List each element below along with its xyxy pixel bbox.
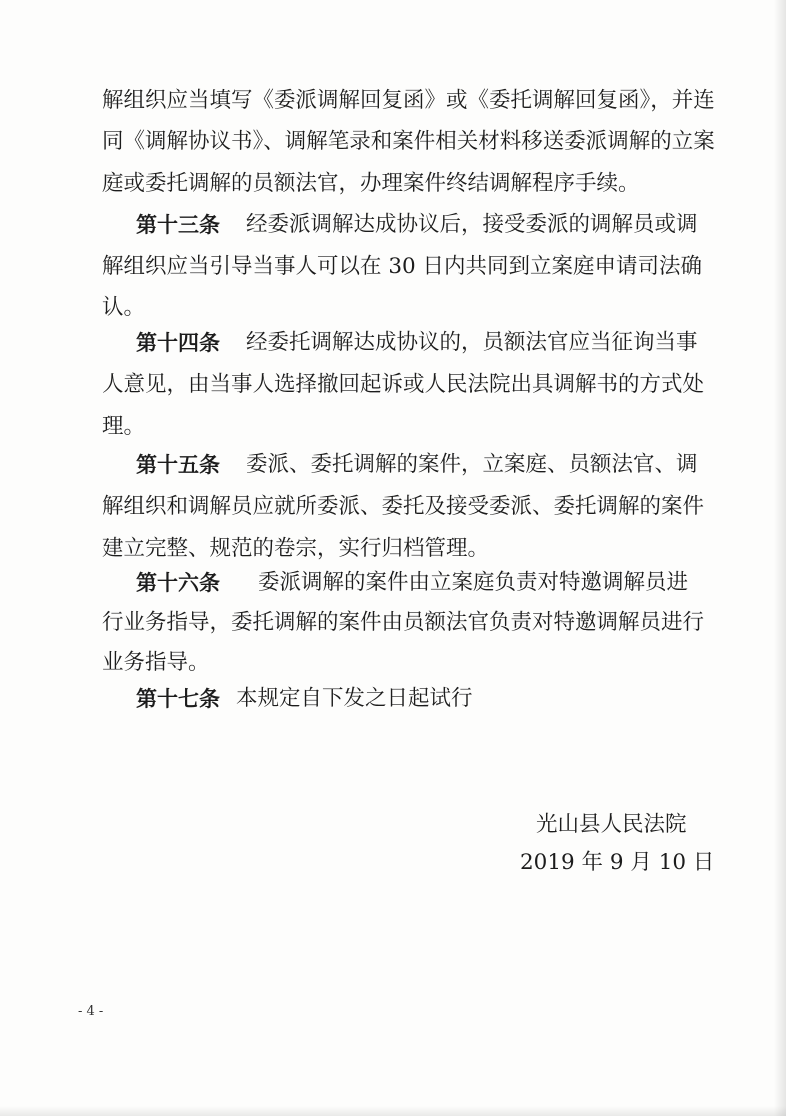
article-text: 委派调解的案件由立案庭负责对特邀调解员进	[258, 570, 689, 595]
article-text: 经委派调解达成协议后，接受委派的调解员或调	[246, 212, 698, 237]
body-line: 认。	[102, 295, 146, 320]
signature-org: 光山县人民法院	[536, 812, 687, 837]
article-text: 经委托调解达成协议的，员额法官应当征询当事	[246, 330, 698, 355]
body-line: 人意见，由当事人选择撤回起诉或人民法院出具调解书的方式处	[102, 372, 705, 397]
article-label: 第十四条	[136, 331, 220, 355]
article-text: 委派、委托调解的案件，立案庭、员额法官、调	[246, 452, 698, 477]
article-label: 第十五条	[136, 453, 220, 477]
article-label: 第十七条	[136, 687, 220, 711]
body-line: 解组织应当引导当事人可以在 30 日内共同到立案庭申请司法确	[102, 254, 703, 279]
body-line: 行业务指导，委托调解的案件由员额法官负责对特邀调解员进行	[102, 610, 705, 635]
page-number: - 4 -	[78, 1004, 104, 1019]
scan-shadow-right	[774, 0, 786, 1116]
body-line: 解组织应当填写《委派调解回复函》或《委托调解回复函》，并连	[102, 88, 715, 113]
article-label: 第十三条	[136, 213, 220, 237]
body-line: 业务指导。	[102, 650, 210, 675]
article-label: 第十六条	[136, 571, 220, 595]
body-line: 庭或委托调解的员额法官，办理案件终结调解程序手续。	[102, 171, 640, 196]
body-line: 同《调解协议书》、调解笔录和案件相关材料移送委派调解的立案	[102, 129, 715, 154]
scan-shadow-bottom	[0, 1106, 786, 1116]
signature-date: 2019 年 9 月 10 日	[520, 850, 715, 875]
body-line: 理。	[102, 414, 146, 439]
body-line: 建立完整、规范的卷宗，实行归档管理。	[102, 536, 490, 561]
body-line: 解组织和调解员应就所委派、委托及接受委派、委托调解的案件	[102, 494, 705, 519]
article-text: 本规定自下发之日起试行	[236, 686, 473, 711]
